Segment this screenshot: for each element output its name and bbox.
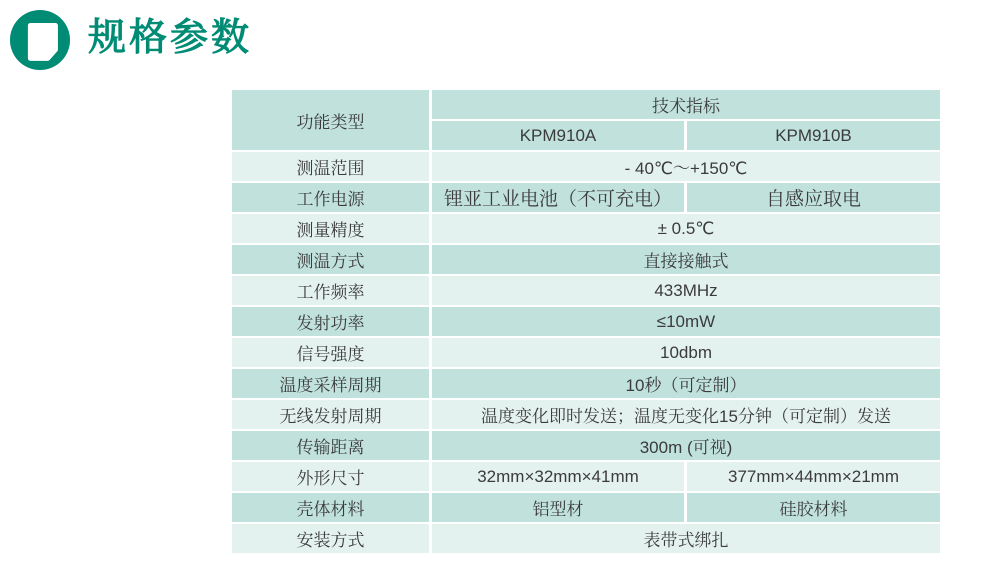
row-value-b: 377mm×44mm×21mm xyxy=(687,462,940,491)
table-row xyxy=(232,400,940,429)
group-header-cell: 技术指标 xyxy=(432,90,940,119)
page-header xyxy=(9,9,252,71)
row-label: 信号强度 xyxy=(232,338,429,367)
column-header-model-a: KPM910A xyxy=(432,121,684,150)
spec-table xyxy=(229,88,943,555)
row-value-a: 铝型材 xyxy=(432,493,684,522)
page-title: 规格参数 xyxy=(88,17,253,59)
row-value-a: 锂亚工业电池（不可充电） xyxy=(432,183,684,212)
table-row xyxy=(232,493,940,522)
table-row xyxy=(232,338,940,367)
table-header-row-group xyxy=(232,90,940,119)
table-row xyxy=(232,462,940,491)
row-label: 工作电源 xyxy=(232,183,429,212)
row-label: 温度采样周期 xyxy=(232,369,429,398)
row-label: 发射功率 xyxy=(232,307,429,336)
column-header-model-b: KPM910B xyxy=(687,121,940,150)
row-value: 10dbm xyxy=(432,338,940,367)
row-value: 433MHz xyxy=(432,276,940,305)
table-row xyxy=(232,307,940,336)
row-value: - 40℃～+150℃ xyxy=(432,152,940,181)
table-row xyxy=(232,245,940,274)
row-label: 工作频率 xyxy=(232,276,429,305)
table-row xyxy=(232,431,940,460)
row-label: 测量精度 xyxy=(232,214,429,243)
row-label: 测温范围 xyxy=(232,152,429,181)
row-label: 安装方式 xyxy=(232,524,429,553)
row-value: 表带式绑扎 xyxy=(432,524,940,553)
row-label: 壳体材料 xyxy=(232,493,429,522)
row-label: 测温方式 xyxy=(232,245,429,274)
row-label: 无线发射周期 xyxy=(232,400,429,429)
row-label: 传输距离 xyxy=(232,431,429,460)
row-value: 10秒（可定制） xyxy=(432,369,940,398)
table-row xyxy=(232,369,940,398)
table-row xyxy=(232,276,940,305)
row-value-b: 自感应取电 xyxy=(687,183,940,212)
row-value: 温度变化即时发送；温度无变化15分钟（可定制）发送 xyxy=(432,400,940,429)
row-value-a: 32mm×32mm×41mm xyxy=(432,462,684,491)
row-value: ≤10mW xyxy=(432,307,940,336)
table-row xyxy=(232,214,940,243)
corner-header-cell: 功能类型 xyxy=(232,90,429,150)
row-label: 外形尺寸 xyxy=(232,462,429,491)
table-row xyxy=(232,152,940,181)
table-row xyxy=(232,183,940,212)
table-row xyxy=(232,524,940,553)
row-value: 300m (可视) xyxy=(432,431,940,460)
row-value: ± 0.5℃ xyxy=(432,214,940,243)
row-value-b: 硅胶材料 xyxy=(687,493,940,522)
row-value: 直接接触式 xyxy=(432,245,940,274)
document-page-icon xyxy=(9,9,71,71)
